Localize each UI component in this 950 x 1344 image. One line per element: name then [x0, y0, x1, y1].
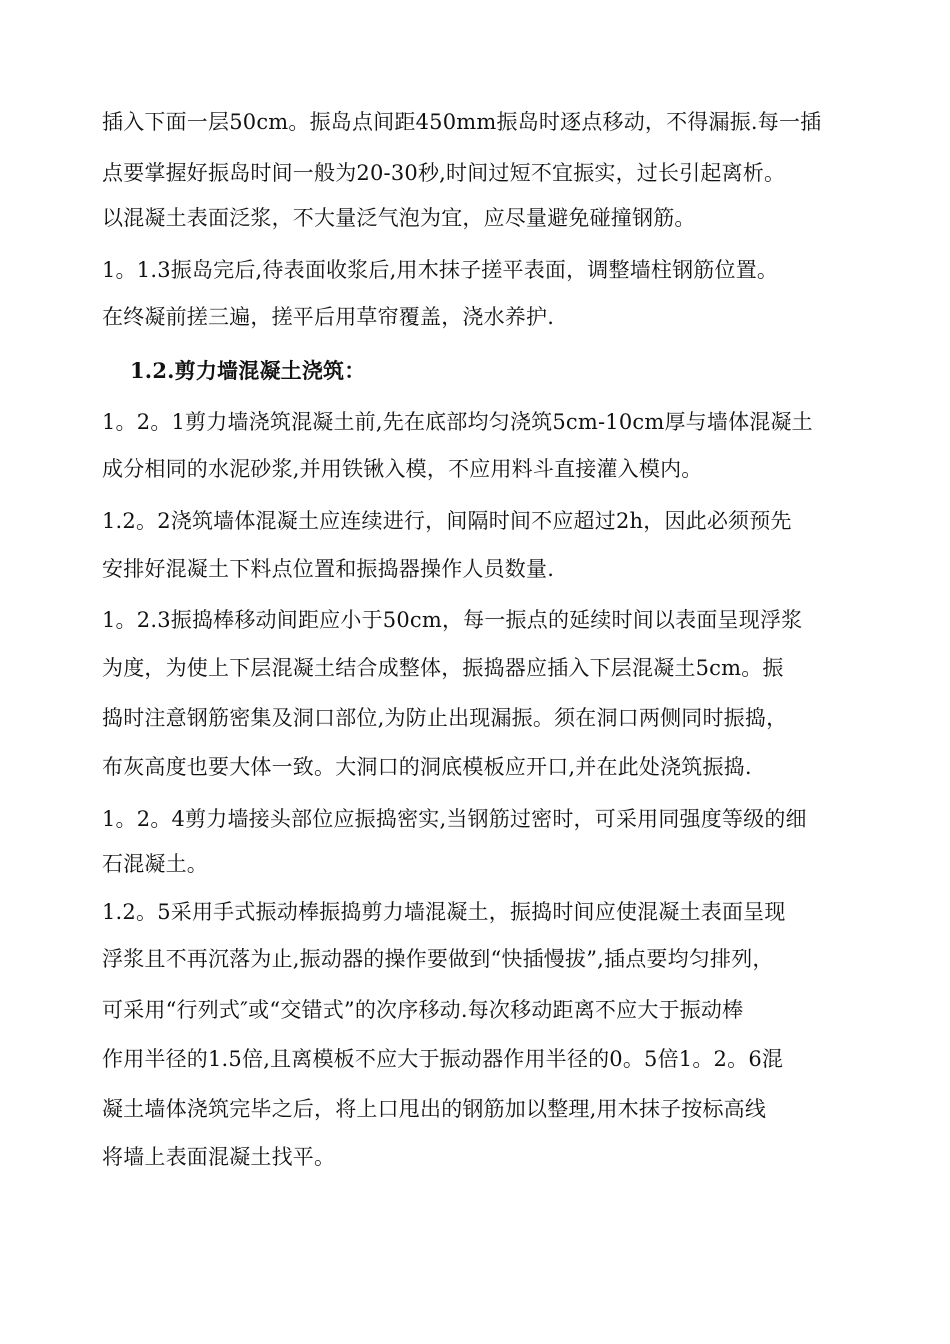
body-text-line: 1.2。2浇筑墙体混凝土应连续进行，间隔时间不应超过2h，因此必须预先 — [102, 509, 792, 533]
body-text-line: 凝土墙体浇筑完毕之后，将上口甩出的钢筋加以整理,用木抹子按标高线 — [102, 1097, 767, 1121]
body-text-line: 在终凝前搓三遍，搓平后用草帘覆盖，浇水养护. — [102, 305, 555, 329]
body-text-line: 成分相同的水泥砂浆,并用铁锹入模，不应用料斗直接灌入模内。 — [102, 457, 703, 481]
body-text-line: 作用半径的1.5倍,且离模板不应大于振动器作用半径的0。5倍1。2。6混 — [102, 1047, 784, 1071]
section-heading: 1.2.剪力墙混凝土浇筑： — [130, 358, 366, 383]
body-text-line: 插入下面一层50cm。振岛点间距450mm振岛时逐点移动，不得漏振.每一插 — [102, 110, 822, 134]
body-text-line: 1。2.3振捣棒移动间距应小于50cm，每一振点的延续时间以表面呈现浮浆 — [102, 608, 803, 632]
body-text-line: 石混凝土。 — [102, 852, 208, 876]
body-text-line: 捣时注意钢筋密集及洞口部位,为防止出现漏振。须在洞口两侧同时振捣， — [102, 706, 788, 730]
body-text-line: 安排好混凝土下料点位置和振捣器操作人员数量. — [102, 557, 555, 581]
body-text-line: 1。2。1剪力墙浇筑混凝土前,先在底部均匀浇筑5cm-10cm厚与墙体混凝土 — [102, 410, 813, 434]
body-text-line: 浮浆且不再沉落为止,振动器的操作要做到“快插慢拔”,插点要均匀排列， — [102, 947, 774, 971]
body-text-line: 点要掌握好振岛时间一般为20-30秒,时间过短不宜振实，过长引起离析。 — [102, 161, 786, 185]
body-text-line: 1.2。5采用手式振动棒振捣剪力墙混凝土，振捣时间应使混凝土表面呈现 — [102, 900, 786, 924]
body-text-line: 以混凝土表面泛浆，不大量泛气泡为宜，应尽量避免碰撞钢筋。 — [102, 206, 696, 230]
body-text-line: 为度，为使上下层混凝土结合成整体，振捣器应插入下层混凝土5cm。振 — [102, 656, 784, 680]
body-text-line: 可采用“行列式″或“交错式”的次序移动.每次移动距离不应大于振动棒 — [102, 998, 744, 1022]
body-text-line: 将墙上表面混凝土找平。 — [102, 1145, 336, 1169]
body-text-line: 布灰高度也要大体一致。大洞口的洞底模板应开口,并在此处浇筑振捣. — [102, 755, 752, 779]
body-text-line: 1。1.3振岛完后,待表面收浆后,用木抹子搓平表面，调整墙柱钢筋位置。 — [102, 258, 779, 282]
body-text-line: 1。2。4剪力墙接头部位应振捣密实,当钢筋过密时，可采用同强度等级的细 — [102, 807, 807, 831]
